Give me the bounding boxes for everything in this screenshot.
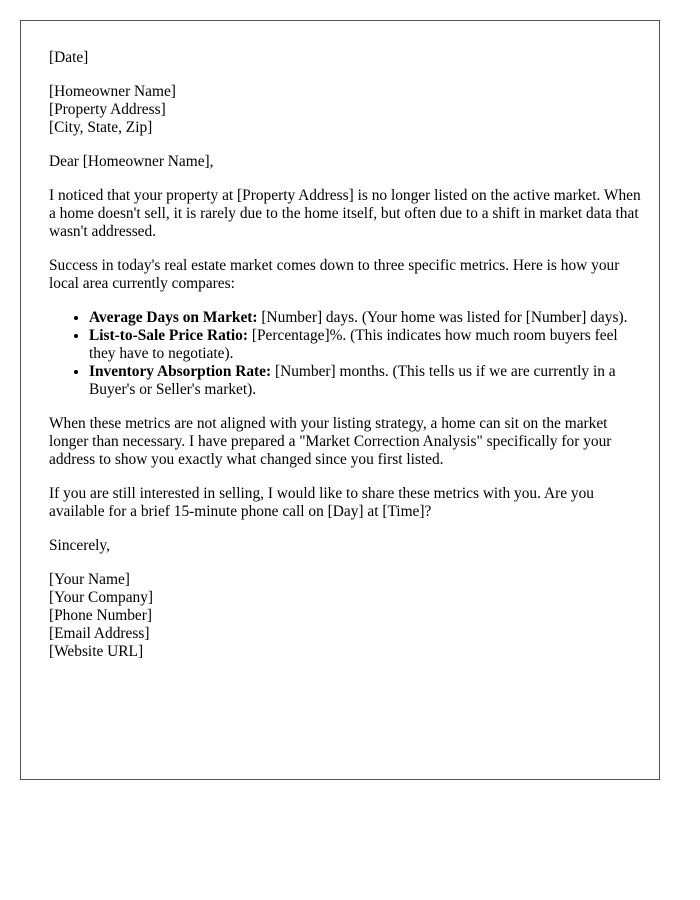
recipient-block xyxy=(49,83,641,137)
call-request-paragraph: If you are still interested in selling, I would like to share these metrics with you. Are you available for a brief 15-minute phone call on [Day] at [Time]? xyxy=(49,485,594,520)
signature-block xyxy=(49,571,641,661)
metrics-list xyxy=(49,309,641,399)
intro-paragraph: I noticed that your property at [Property Address] is no longer listed on the active market. When a home doesn't sell, it is rarely due to the home itself, but often due to a shift in market data that wasn't addressed. xyxy=(49,187,641,240)
signature-phone: [Phone Number] xyxy=(49,607,153,624)
metric-term: List-to-Sale Price Ratio: xyxy=(89,327,248,344)
metric-item-days-on-market xyxy=(89,309,641,327)
metric-text: [Number] months. (This tells us if we are currently in a Buyer's or Seller's market). xyxy=(89,363,616,398)
metric-item-price-ratio xyxy=(89,327,641,363)
metrics-intro-paragraph: Success in today's real estate market comes down to three specific metrics. Here is how your local area currently compares: xyxy=(49,257,620,292)
recipient-city-state-zip: [City, State, Zip] xyxy=(49,119,153,136)
signature-email: [Email Address] xyxy=(49,625,150,642)
recipient-address: [Property Address] xyxy=(49,101,166,118)
letter-date: [Date] xyxy=(49,49,89,66)
letter-body xyxy=(49,49,641,677)
metric-term: Average Days on Market: xyxy=(89,309,258,326)
signature-name: [Your Name] xyxy=(49,571,130,588)
metric-term: Inventory Absorption Rate: xyxy=(89,363,272,380)
signature-company: [Your Company] xyxy=(49,589,154,606)
salutation: Dear [Homeowner Name], xyxy=(49,153,214,170)
recipient-name: [Homeowner Name] xyxy=(49,83,176,100)
metric-text: [Percentage]%. (This indicates how much room buyers feel they have to negotiate). xyxy=(89,327,618,362)
signature-website: [Website URL] xyxy=(49,643,144,660)
letter-page xyxy=(20,20,660,780)
closing: Sincerely, xyxy=(49,537,110,554)
metric-text: [Number] days. (Your home was listed for [Number] days). xyxy=(257,309,628,326)
metric-item-absorption-rate xyxy=(89,363,641,399)
analysis-paragraph: When these metrics are not aligned with your listing strategy, a home can sit on the market longer than necessary. I have prepared a "Market Correction Analysis" specifically for your address to show you exactly what changed since you first listed. xyxy=(49,415,612,468)
